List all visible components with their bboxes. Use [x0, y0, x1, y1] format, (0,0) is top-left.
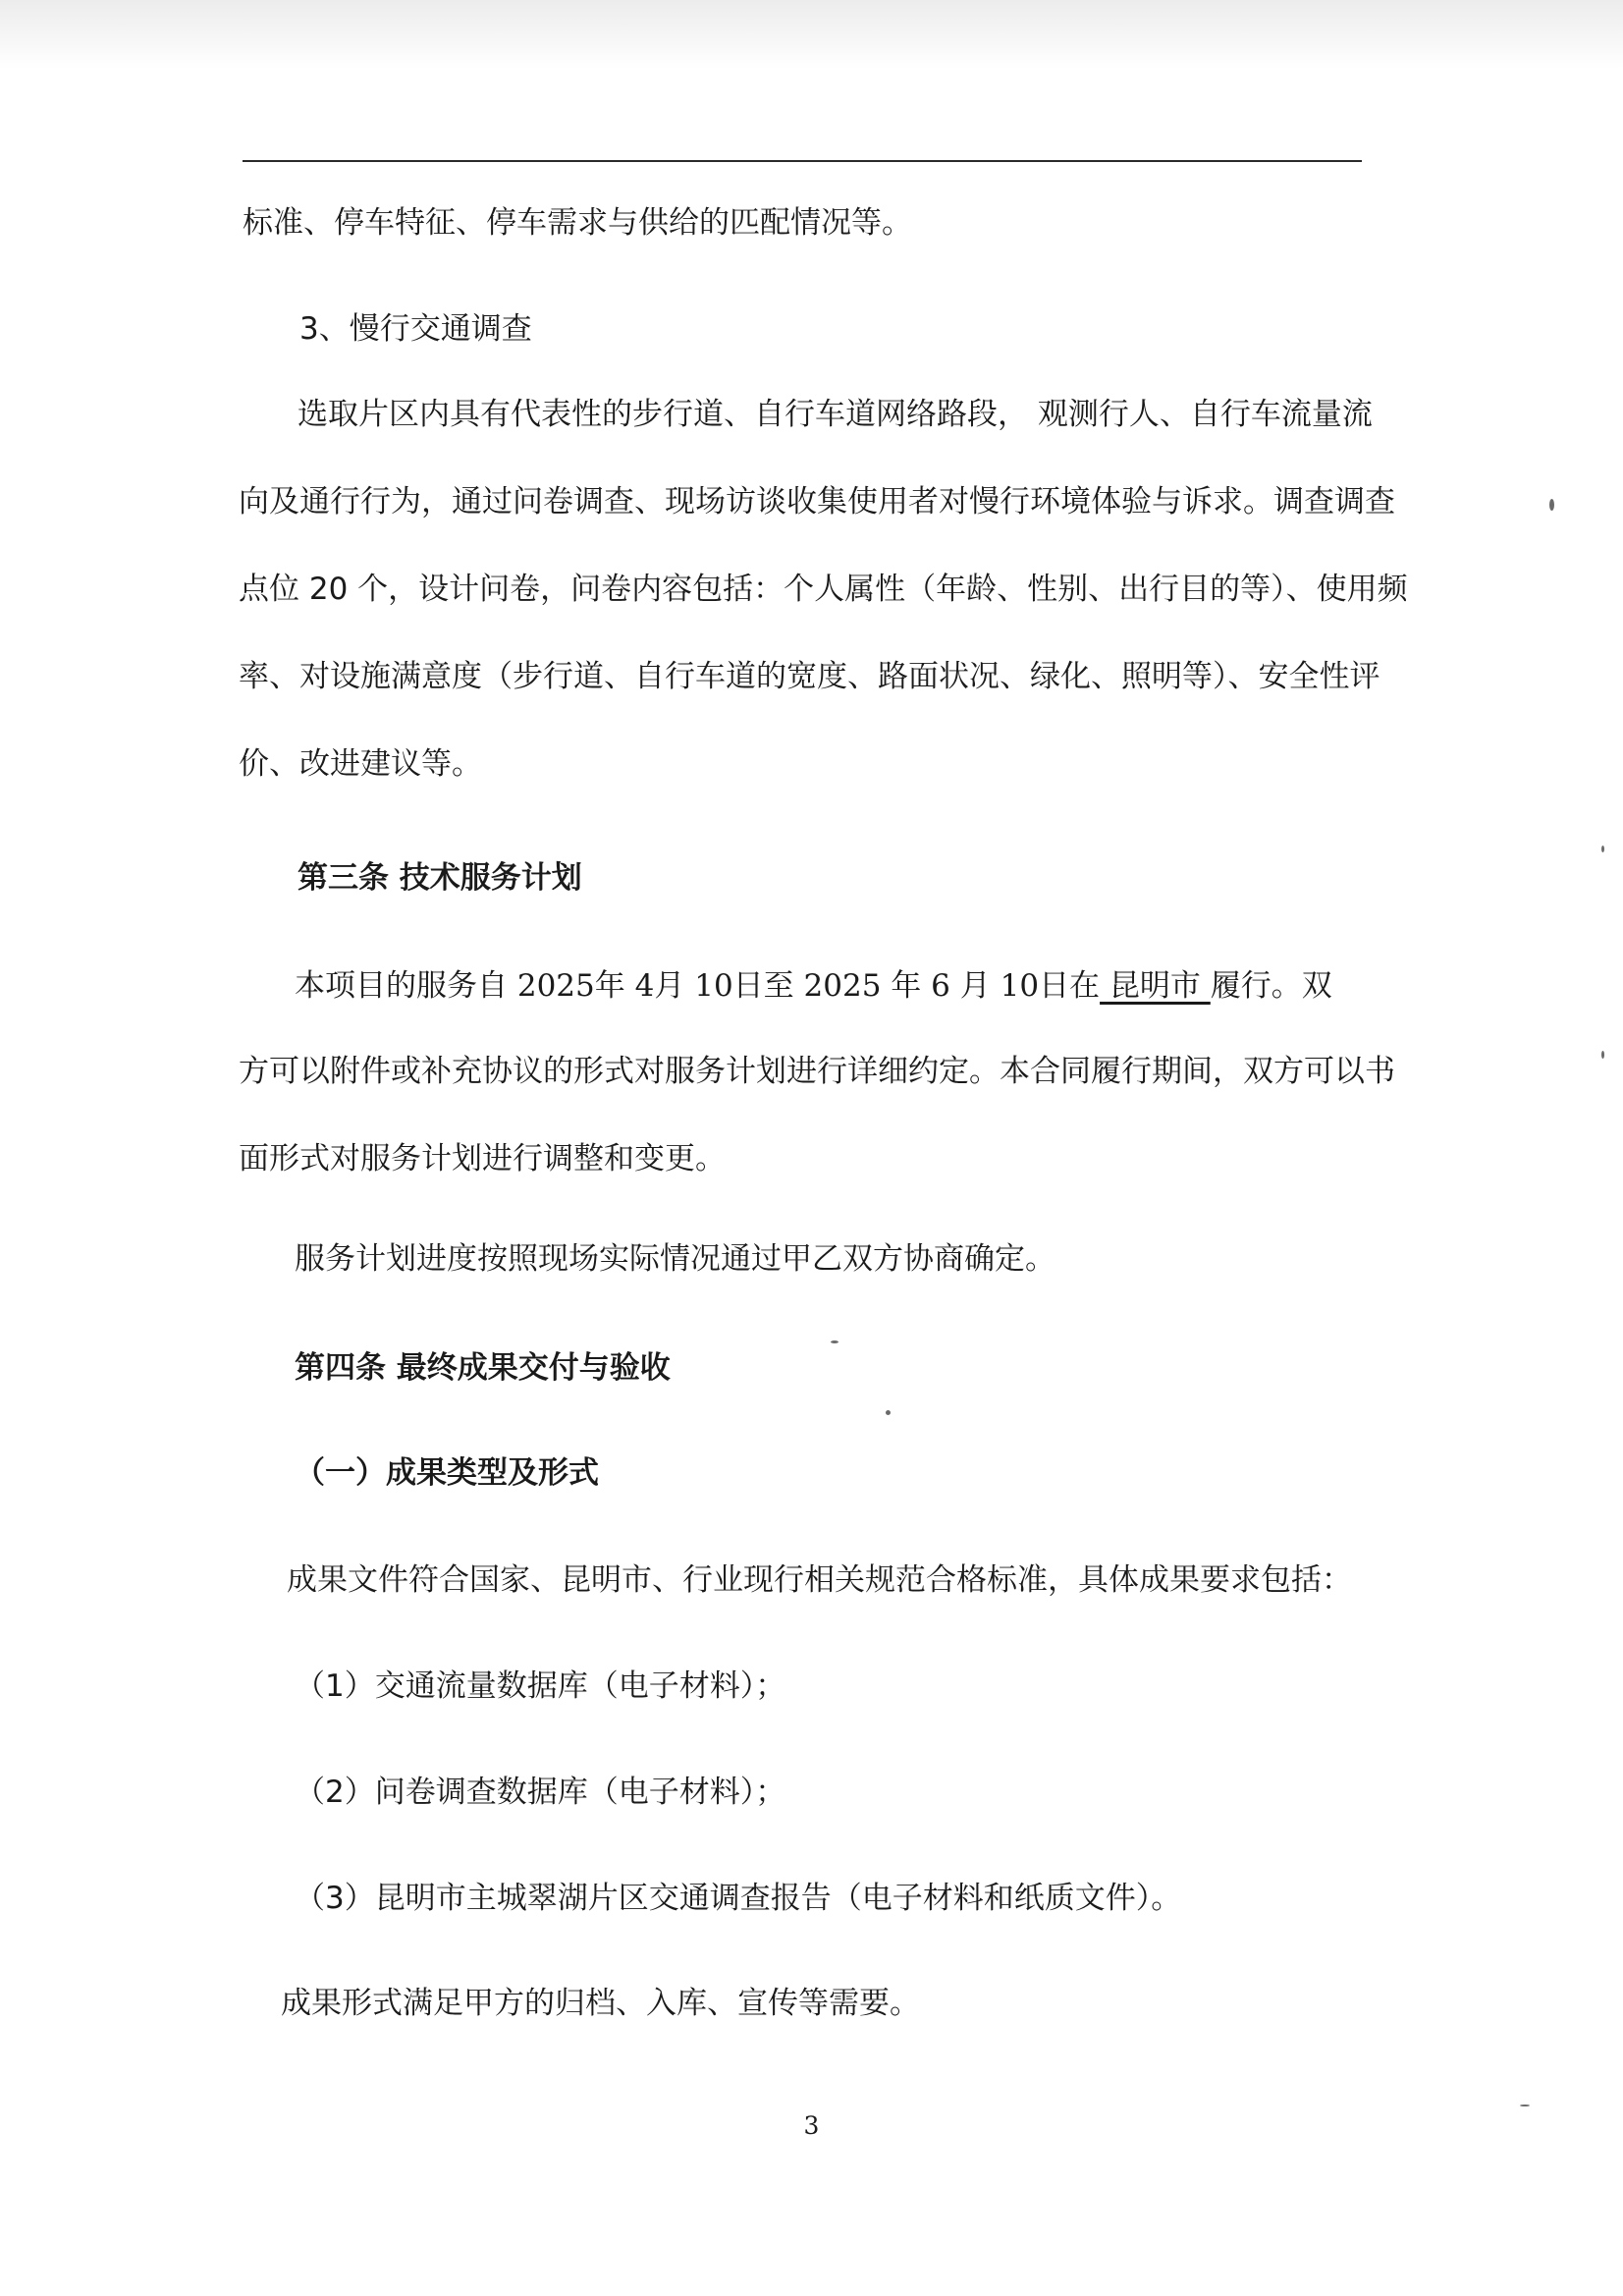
- scan-speck: [1601, 1051, 1604, 1059]
- article-3-paragraph: [239, 1052, 1395, 1227]
- paragraph-line: 向及通行行为，通过问卷调查、现场访谈收集使用者对慢行环境体验与诉求。调查调查: [239, 484, 1395, 519]
- article-4-heading: 第四条 最终成果交付与验收: [295, 1350, 671, 1386]
- paragraph-line: 点位 20 个，设计问卷，问卷内容包括：个人属性（年龄、性别、出行目的等）、使用频: [239, 572, 1408, 607]
- scan-speck: [1520, 2105, 1530, 2106]
- article-3-heading: 第三条 技术服务计划: [298, 860, 582, 896]
- deliverable-number: （1）: [295, 1668, 375, 1704]
- deliverable-number: （3）: [295, 1881, 375, 1916]
- start-month: 4: [634, 968, 655, 1004]
- scan-shadow: [0, 0, 1623, 69]
- service-period-text: 日至: [732, 968, 804, 1004]
- paragraph-line: 选取片区内具有代表性的步行道、自行车道网络路段， 观测行人、自行车流量流: [298, 397, 1373, 432]
- deliverable-number: （2）: [295, 1775, 375, 1810]
- scan-speck: [886, 1410, 891, 1415]
- section-3-paragraph: [239, 395, 1408, 832]
- service-period-text: 本项目的服务自: [295, 968, 517, 1004]
- end-month: 6: [931, 968, 950, 1004]
- start-day: 10: [694, 968, 733, 1004]
- paragraph-line: 率、对设施满意度（步行道、自行车道的宽度、路面状况、绿化、照明等）、安全性评: [239, 659, 1380, 694]
- end-year: 2025: [803, 968, 882, 1004]
- article-3-note: 服务计划进度按照现场实际情况通过甲乙双方协商确定。: [295, 1241, 1055, 1277]
- service-period-text: 年: [881, 968, 932, 1004]
- paragraph-line: 方可以附件或补充协议的形式对服务计划进行详细约定。本合同履行期间，双方可以书: [239, 1054, 1395, 1089]
- scan-speck: [831, 1340, 839, 1343]
- scan-speck: [1601, 846, 1604, 852]
- deliverable-text: 交通流量数据库（电子材料）；: [374, 1668, 786, 1704]
- paragraph-line: 价、改进建议等。: [239, 746, 482, 782]
- service-place: 昆明市: [1100, 968, 1211, 1004]
- scan-speck: [1549, 499, 1554, 511]
- deliverable-item: [295, 1773, 785, 1812]
- continuation-line: 标准、停车特征、停车需求与供给的匹配情况等。: [243, 205, 912, 241]
- deliverable-text: 昆明市主城翠湖片区交通调查报告（电子材料和纸质文件）。: [374, 1881, 1182, 1916]
- header-rule: [243, 160, 1362, 162]
- deliverable-item: [295, 1667, 785, 1706]
- paragraph-line: 面形式对服务计划进行调整和变更。: [239, 1141, 726, 1176]
- deliverable-item: [295, 1879, 1181, 1918]
- deliverables-intro: 成果文件符合国家、昆明市、行业现行相关规范合格标准，具体成果要求包括：: [287, 1562, 1352, 1598]
- subsection-1-heading: （一）成果类型及形式: [295, 1455, 599, 1491]
- service-period-text: 月: [949, 968, 1001, 1004]
- section-3-heading: 3、慢行交通调查: [299, 311, 532, 347]
- service-period-text: 月: [654, 968, 695, 1004]
- service-period-text: 年: [594, 968, 635, 1004]
- start-year: 2025: [516, 968, 595, 1004]
- end-day: 10: [1000, 968, 1040, 1004]
- service-period-text: 日在: [1039, 968, 1101, 1004]
- deliverables-closing: 成果形式满足甲方的归档、入库、宣传等需要。: [281, 1986, 920, 2021]
- article-3-service-period-line: [295, 966, 1364, 1006]
- page-number: 3: [803, 2111, 820, 2140]
- deliverable-text: 问卷调查数据库（电子材料）；: [374, 1775, 786, 1810]
- service-period-text: 履行。双: [1210, 968, 1332, 1004]
